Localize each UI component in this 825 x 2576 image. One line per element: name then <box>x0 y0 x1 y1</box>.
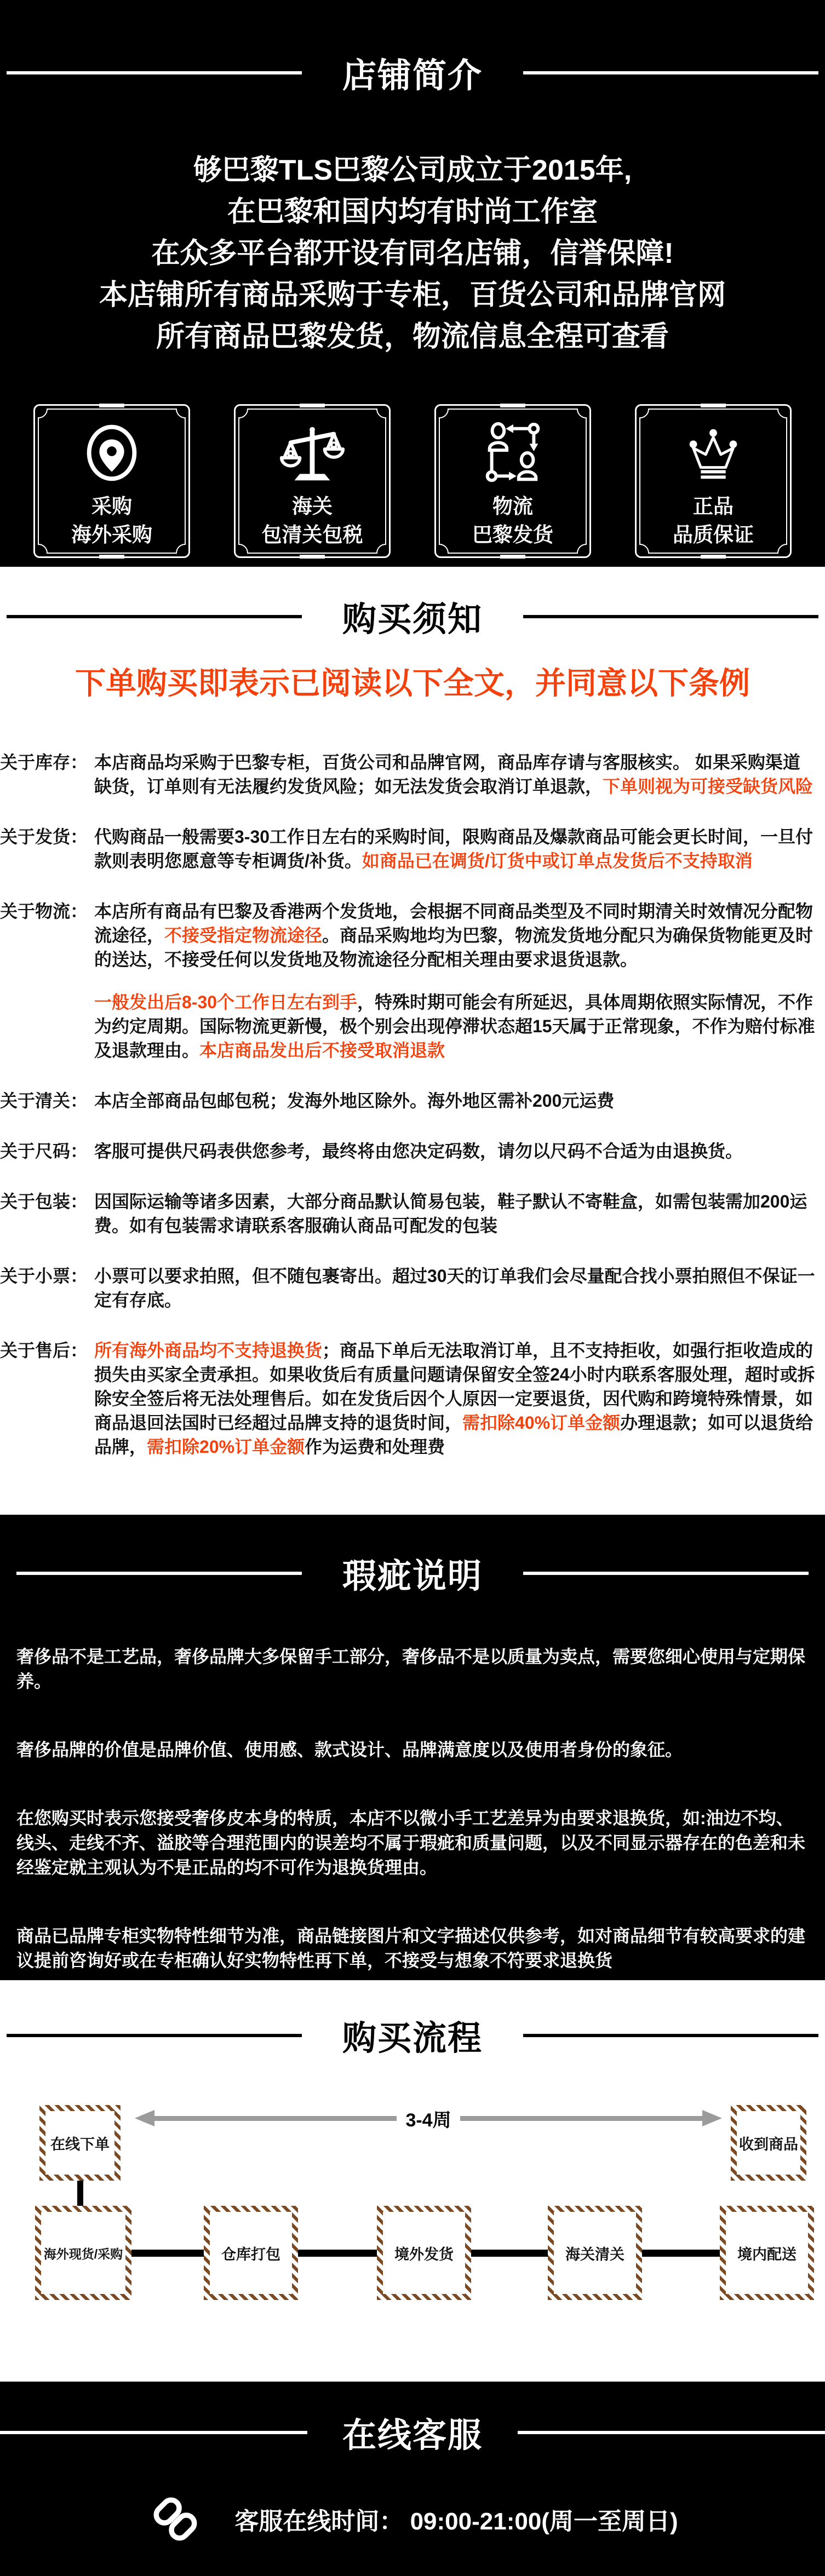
feature-card-logistics <box>434 404 592 559</box>
paragraph-text-red: 需扣除20%订单金额 <box>147 1437 305 1457</box>
paragraph-packaging <box>0 1189 817 1238</box>
title-divider-right <box>523 2034 818 2037</box>
paragraph-text: 因国际运输等诸多因素，大部分商品默认简易包装，鞋子默认不寄鞋盒，如需包装需加200运费。如有包装需求请联系客服确认商品可配发的包装 <box>94 1192 807 1235</box>
chain-link-icon <box>147 2491 204 2548</box>
paragraph-label: 关于库存： <box>0 752 88 772</box>
frame-tick <box>300 404 325 407</box>
flow-connector <box>129 2250 206 2257</box>
online-service-section <box>0 2382 825 2576</box>
paragraph-label: 关于发货： <box>0 827 88 847</box>
title-divider-right <box>523 71 818 74</box>
paragraph-text: 本店全部商品包邮包税；发海外地区除外。海外地区需补200元运费 <box>94 1091 615 1111</box>
service-hours-text: 客服在线时间： 09:00-21:00(周一至周日) <box>234 2508 678 2535</box>
paragraph-label: 关于小票： <box>0 1266 88 1286</box>
paragraph-stock <box>0 750 817 798</box>
title-divider-right <box>523 615 818 618</box>
frame-tick <box>99 404 124 407</box>
defect-paragraph: 奢侈品不是工艺品，奢侈品牌大多保留手工部分，奢侈品不是以质量为卖点，需要您细心使用与定期保养。 <box>16 1647 806 1691</box>
title-divider-left <box>7 615 302 618</box>
paragraph-text: 客服可提供尺码表供您参考，最终将由您决定码数，请勿以尺码不合适为由退换货。 <box>94 1141 743 1161</box>
paragraph-sizing <box>0 1139 817 1163</box>
service-hours-row <box>0 2491 825 2548</box>
duration-label: 3-4周 <box>405 2109 451 2131</box>
paragraph-label: 关于售后： <box>0 1341 88 1360</box>
notice-body <box>0 750 825 1459</box>
intro-text-block <box>0 150 825 358</box>
paragraph-text-red: 本店商品发出后不接受取消退款 <box>199 1040 445 1060</box>
feature-card-customs <box>233 404 391 559</box>
frame-tick <box>701 404 726 407</box>
flow-node-customs-clearance: 海关清关 <box>548 2206 642 2300</box>
paragraph-text-red: 如商品已在调货/订货中或订单点发货后不支持取消 <box>362 851 753 871</box>
paragraph-text: 本店商品均采购于巴黎专柜，百货公司和品牌官网，商品库存请与客服核实。 如果采购渠道缺货，订单则有无法履约发货风险；如无法发货会取消订单退款， <box>94 752 800 796</box>
frame-tick <box>500 555 525 559</box>
title-divider-left <box>7 2034 302 2037</box>
feature-line2: 海外采购 <box>71 524 152 546</box>
paragraph-text: 代购商品一般需要3-30工作日左右的采购时间，限购商品及爆款商品可能会更长时间，一旦付款则表明您愿意等专柜调货/补货。 <box>94 827 813 871</box>
paragraph-label: 关于清关： <box>0 1091 88 1111</box>
feature-line2: 品质保证 <box>673 524 754 546</box>
flow-node-overseas-shipping: 境外发货 <box>377 2206 471 2300</box>
intro-line: 在众多平台都开设有同名店铺，信誉保障! <box>151 238 674 269</box>
paragraph-customs <box>0 1089 817 1113</box>
store-intro-section <box>0 0 825 567</box>
feature-line1: 正品 <box>693 495 734 518</box>
frame-tick <box>99 555 124 559</box>
paragraph-aftersale <box>0 1338 817 1459</box>
intro-title-row <box>0 48 825 97</box>
arrow-bar <box>460 2116 702 2121</box>
paragraph-text: 办理退款；如可以退货给品牌， <box>94 1413 813 1457</box>
title-divider-left <box>16 1572 302 1575</box>
defect-statement-section <box>0 1515 825 1980</box>
ornate-frame <box>233 404 391 559</box>
feature-line2: 巴黎发货 <box>472 524 553 546</box>
paragraph-shipping <box>0 825 817 873</box>
paragraph-logistics <box>0 899 817 1062</box>
page-title: 店铺简介 <box>342 57 483 95</box>
paragraph-logistics-continued <box>94 990 817 1062</box>
title-divider-left <box>0 2431 307 2434</box>
title-divider-right <box>518 2431 825 2434</box>
defect-paragraph: 在您购买时表示您接受奢侈皮本身的特质，本店不以微小手工艺差异为由要求退换货，如:油边不均、线头、走线不齐、溢胶等合理范围内的误差均不属于瑕疵和质量问题，以及不同显示器存在的色差和未经鉴定就主观认为不是正品的均不可作为退换货理由。 <box>16 1808 806 1877</box>
paragraph-label: 关于包装： <box>0 1192 88 1211</box>
service-title-row <box>0 2408 825 2457</box>
paragraph-text: 作为运费和处理费 <box>305 1437 445 1457</box>
title-divider-right <box>523 1572 809 1575</box>
flow-connector <box>640 2250 722 2257</box>
intro-line: 所有商品巴黎发货，物流信息全程可查看 <box>156 321 669 353</box>
flow-node-order-online: 在线下单 <box>39 2105 121 2181</box>
flow-node-domestic-delivery: 境内配送 <box>720 2206 814 2300</box>
paragraph-text-red: 不接受指定物流途径 <box>164 925 323 945</box>
feature-card-purchase <box>33 404 191 559</box>
feature-cards-row <box>0 404 825 559</box>
defect-paragraph: 奢侈品牌的价值是品牌价值、使用感、款式设计、品牌满意度以及使用者身份的象征。 <box>16 1740 683 1760</box>
frame-tick <box>500 404 525 407</box>
ornate-frame <box>634 404 792 559</box>
flow-connector <box>296 2250 379 2257</box>
paragraph-text-red: 所有海外商品均不支持退换货 <box>94 1341 323 1360</box>
section-title: 购买流程 <box>342 2020 483 2057</box>
paragraph-text: 本店所有商品有巴黎及香港两个发货地，会根据不同商品类型及不同时期清关时效情况分配物流途径， <box>94 901 813 945</box>
feature-card-authentic <box>634 404 792 559</box>
purchase-process-section <box>0 1980 825 2382</box>
paragraph-text: 小票可以要求拍照，但不随包裹寄出。超过30天的订单我们会尽量配合找小票拍照但不保证一定有存底。 <box>94 1266 815 1310</box>
flow-node-receive-goods: 收到商品 <box>731 2105 806 2181</box>
arrowhead-left-icon <box>135 2110 154 2126</box>
intro-line: 本店铺所有商品采购于专柜，百货公司和品牌官网 <box>99 279 726 311</box>
paragraph-text-red: 需扣除40%订单金额 <box>462 1413 621 1433</box>
process-title-row <box>0 2011 825 2060</box>
defect-title-row <box>16 1549 809 1597</box>
purchase-notice-section <box>0 567 825 1515</box>
section-title: 瑕疵说明 <box>342 1557 483 1595</box>
defect-body <box>16 1645 809 1973</box>
frame-tick <box>300 555 325 559</box>
feature-line2: 包清关包税 <box>261 524 363 546</box>
arrowhead-right-icon <box>702 2110 722 2126</box>
feature-line1: 物流 <box>492 495 533 518</box>
flow-connector <box>469 2250 550 2257</box>
paragraph-receipt <box>0 1264 817 1312</box>
paragraph-text: 。商品采购地均为巴黎，物流发货地分配只为确保货物能更及时的送达，不接受任何以发货地及物流途径分配相关理由要求退货退款。 <box>94 925 813 969</box>
paragraph-label: 关于尺码： <box>0 1141 88 1161</box>
flow-connector-vertical <box>77 2181 83 2207</box>
section-title: 购买须知 <box>342 601 483 639</box>
paragraph-text: ；商品下单后无法取消订单，且不支持拒收，如强行拒收造成的损失由买家全责承担。如果收货后有质量问题请保留安全签24小时内联系客服处理，超时或拆除安全签后将无法处理售后。如在发货后因个人原因一定要退货，因代购和跨境特殊情景，如商品退回法国时已经超过品牌支持的退货时间， <box>94 1341 815 1433</box>
ornate-frame <box>33 404 191 559</box>
duration-arrow <box>135 2106 722 2130</box>
ornate-frame <box>434 404 592 559</box>
section-title: 在线客服 <box>342 2417 483 2454</box>
arrow-bar <box>154 2116 397 2121</box>
title-divider-left <box>7 71 302 74</box>
defect-paragraph: 商品已品牌专柜实物特性细节为准，商品链接图片和文字描述仅供参考，如对商品细节有较高要求的建议提前咨询好或在专柜确认好实物特性再下单，不接受与想象不符要求退换货 <box>16 1926 806 1970</box>
flow-node-overseas-purchase: 海外现货/采购 <box>35 2206 131 2300</box>
notice-warning-subtitle: 下单购买即表示已阅读以下全文，并同意以下条例 <box>75 666 750 700</box>
paragraph-text-red: 下单则视为可接受缺货风险 <box>603 777 813 796</box>
paragraph-text-red: 一般发出后8-30个工作日左右到手 <box>94 992 358 1012</box>
flow-node-warehouse-packing: 仓库打包 <box>204 2206 298 2300</box>
intro-line: 够巴黎TLS巴黎公司成立于2015年, <box>193 154 632 186</box>
feature-line1: 海关 <box>292 495 333 518</box>
paragraph-label: 关于物流： <box>0 901 88 921</box>
intro-line: 在巴黎和国内均有时尚工作室 <box>227 196 598 228</box>
paragraph-text: ，特殊时期可能会有所延迟，具体周期依照实际情况，不作为约定周期。国际物流更新慢，极个别会出现停滞状态超15天属于正常现象，不作为赔付标准及退款理由。 <box>94 992 815 1060</box>
frame-tick <box>701 555 726 559</box>
notice-title-row <box>0 592 825 641</box>
feature-line1: 采购 <box>91 495 132 518</box>
